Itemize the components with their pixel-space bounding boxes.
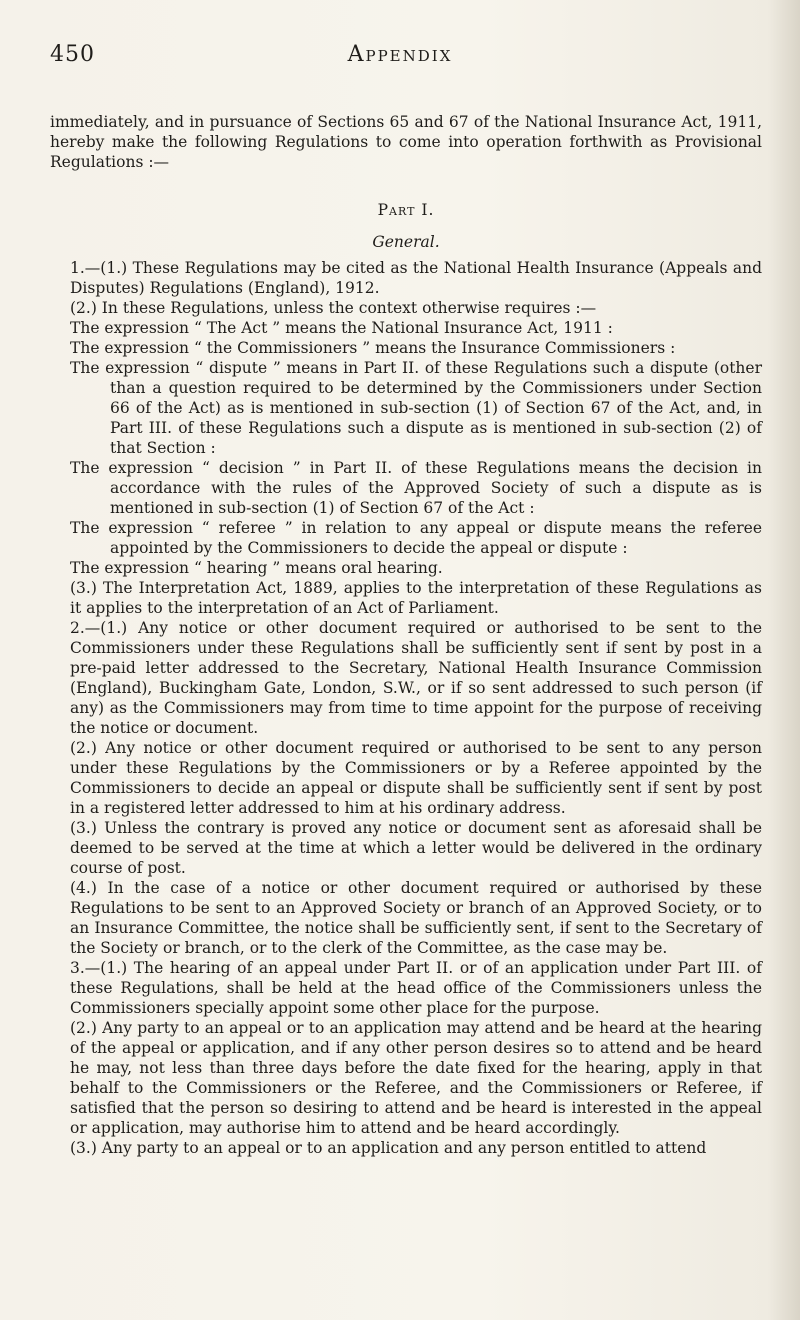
paragraph: (4.) In the case of a notice or other document required or authorised by these Regulations to be sent to an Approved Society or branch of an Approved Society, or to an Insurance Committee, the notice shall be sufficiently sent, if sent to the Secretary of the Society or branch, or to the clerk of the Committee, as the case may be.: [70, 879, 762, 957]
paragraph: 2.—(1.) Any notice or other document required or authorised to be sent to the Commissioners under these Regulations shall be sufficiently sent if sent by post in a pre-paid letter addressed to the Secretary, National Health Insurance Commission (England), Buckingham Gate, London, S.W., or if so sent addressed to such person (if any) as the Commissioners may from time to time appoint for the purpose of receiving the notice or document.: [70, 619, 762, 737]
running-head: Appendix: [347, 42, 453, 67]
paragraph: (2.) Any party to an appeal or to an application may attend and be heard at the hearing of the appeal or application, and if any other person desires so to attend and be heard he may, not less than three days before the date fixed for the hearing, apply in that behalf to the Commissioners or the Referee, and the Commissioners or Referee, if satisfied that the person so desiring to attend and be heard is interested in the appeal or application, may authorise him to attend and be heard accordingly.: [70, 1019, 762, 1137]
definition: The expression “ referee ” in relation to any appeal or dispute means the referee appointed by the Commissioners to decide the appeal or dispute :: [70, 519, 762, 557]
page-number: 450: [50, 42, 95, 67]
paragraph: 3.—(1.) The hearing of an appeal under Part II. or of an application under Part III. of these Regulations, shall be held at the head office of the Commissioners unless the Commissioners specially appoint some other place for the purpose.: [70, 959, 762, 1017]
intro-paragraph: immediately, and in pursuance of Sections 65 and 67 of the National Insurance Act, 1911, hereby make the following Regulations to come into operation forthwith as Provisional Regulations :—: [50, 113, 762, 171]
page-header: [50, 42, 750, 82]
paragraph: (3.) Any party to an appeal or to an application and any person entitled to attend: [70, 1139, 707, 1157]
paragraph: (2.) Any notice or other document required or authorised to be sent to any person under these Regulations by the Commissioners or by a Referee appointed by the Commissioners to decide an appeal or dispute shall be sufficiently sent if sent by post in a registered letter addressed to him at his ordinary address.: [70, 739, 762, 817]
paragraph: 1.—(1.) These Regulations may be cited as the National Health Insurance (Appeals and Disputes) Regulations (England), 1912.: [70, 259, 762, 297]
part-heading: Part I.: [377, 201, 435, 219]
definition: The expression “ hearing ” means oral hearing.: [70, 559, 443, 577]
section-heading: General.: [372, 233, 440, 251]
paragraph: (3.) The Interpretation Act, 1889, applies to the interpretation of these Regulations as it applies to the interpretation of an Act of Parliament.: [70, 579, 762, 617]
paragraph: (2.) In these Regulations, unless the context otherwise requires :—: [70, 299, 597, 317]
paragraph: (3.) Unless the contrary is proved any notice or document sent as aforesaid shall be deemed to be served at the time at which a letter would be delivered in the ordinary course of post.: [70, 819, 762, 877]
definition: The expression “ the Commissioners ” means the Insurance Commissioners :: [70, 339, 676, 357]
definition: The expression “ The Act ” means the National Insurance Act, 1911 :: [70, 319, 613, 337]
definition: The expression “ decision ” in Part II. of these Regulations means the decision in accordance with the rules of the Approved Society of such a dispute as is mentioned in sub-section (1) of Section 67 of the Act :: [70, 459, 762, 517]
definition: The expression “ dispute ” means in Part II. of these Regulations such a dispute (other than a question required to be determined by the Commissioners under Section 66 of the Act) as is mentioned in sub-section (1) of Section 67 of the Act, and, in Part III. of these Regulations such a dispute as is mentioned in sub-section (2) of that Section :: [70, 359, 762, 457]
body-text: [50, 112, 762, 1158]
